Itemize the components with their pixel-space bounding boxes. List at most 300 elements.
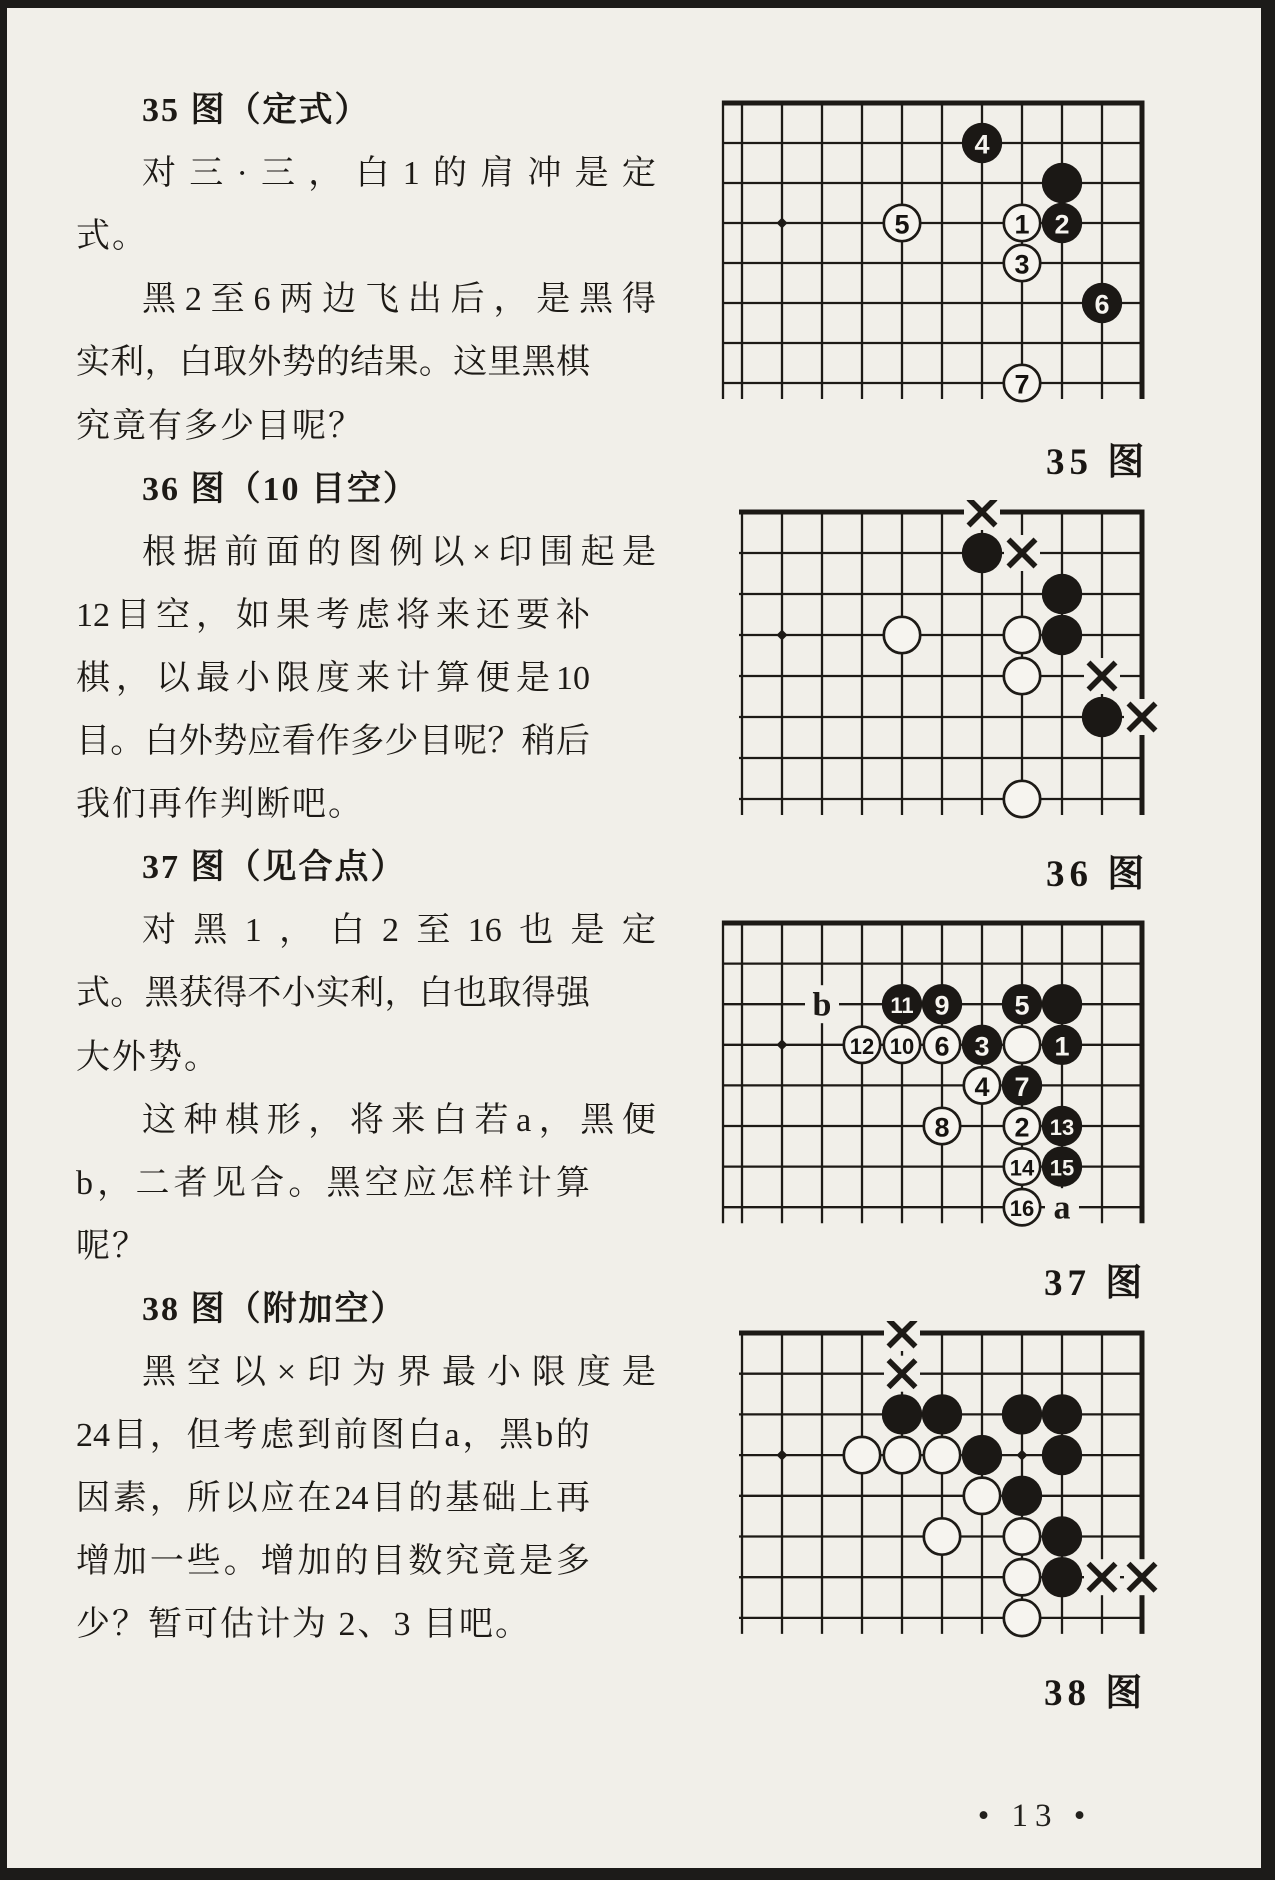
text-token: 取 (487, 975, 522, 1013)
text-token: ， (279, 912, 314, 950)
text-token: 里 (487, 344, 522, 382)
text-token: 围 (539, 533, 574, 571)
text-token: ， (97, 1164, 132, 1202)
stone-number: 13 (1049, 1114, 1075, 1140)
text-token: 增 (260, 1543, 295, 1581)
text-token: 数 (408, 1543, 443, 1581)
text-token: 黑 (326, 1164, 361, 1202)
white-stone (1004, 1600, 1040, 1636)
text-token: b (536, 1417, 554, 1455)
point-label (805, 985, 839, 1023)
text-token: ， (493, 281, 528, 319)
black-stone-7 (1002, 1065, 1042, 1105)
text-token: 以 (231, 1354, 266, 1391)
text-token: ， (144, 344, 179, 382)
white-stone (1004, 658, 1040, 694)
text-token: 黑 (142, 1354, 176, 1391)
stone-number: 1 (1014, 209, 1030, 240)
text-line (76, 590, 590, 646)
text-token: 外 (178, 723, 213, 760)
text-token: 白 (178, 344, 213, 382)
text-token: 计 (517, 1164, 552, 1202)
text-token: 小 (236, 659, 270, 697)
text-token: 为 (352, 1354, 387, 1391)
black-stone-13 (1042, 1106, 1082, 1146)
text-token: 到 (297, 1417, 332, 1455)
text-token: 。 (418, 344, 453, 382)
black-stone-3 (962, 1025, 1002, 1065)
text-token: 24 (76, 1417, 110, 1455)
text-token: 白 (330, 912, 365, 950)
text-line: 呢？ (76, 1227, 148, 1265)
text-token: 一 (149, 1543, 184, 1581)
x-mark (1124, 699, 1160, 735)
text-token: 界 (397, 1354, 431, 1391)
text-token: 12 (76, 596, 110, 634)
text-token: 应 (402, 1164, 437, 1202)
text-token: 来 (391, 1101, 426, 1139)
text-line (76, 968, 590, 1024)
stone-number: 3 (1014, 249, 1030, 280)
text-token: × (276, 1354, 297, 1391)
go-board-diagram-36 (705, 500, 1180, 829)
text-token: 因 (76, 1480, 110, 1518)
text-token: 至 (416, 912, 451, 950)
text-token: 形 (266, 1101, 301, 1139)
black-stone (922, 1394, 962, 1434)
star-point (1016, 1450, 1027, 1461)
white-stone (1004, 1027, 1040, 1063)
text-token: 黑 (580, 1101, 615, 1139)
text-line (76, 1473, 590, 1529)
text-token: 但 (186, 1417, 221, 1455)
text-line (76, 653, 590, 709)
stone-number: 5 (1014, 990, 1030, 1021)
text-token: ， (384, 975, 419, 1013)
text-token: 后 (555, 723, 590, 760)
text-token: 应 (247, 723, 282, 760)
black-stone-2 (1042, 203, 1082, 243)
text-line (76, 1158, 590, 1214)
text-token: 看 (281, 723, 316, 760)
x-mark (1124, 1559, 1160, 1595)
white-stone (1004, 1518, 1040, 1554)
black-stone (882, 1394, 922, 1434)
text-token: 加 (297, 1543, 332, 1581)
stone-number: 10 (889, 1033, 915, 1059)
black-stone (1042, 1557, 1082, 1597)
text-token: 便 (621, 1101, 656, 1139)
text-token: 1 (402, 155, 420, 193)
white-stone-14 (1004, 1148, 1040, 1184)
text-token: 将 (349, 1101, 384, 1139)
stone-number: 12 (849, 1033, 875, 1059)
star-point (777, 218, 788, 229)
text-token: 的 (432, 155, 467, 193)
text-token: 再 (555, 1480, 590, 1518)
text-token: ， (149, 1480, 184, 1518)
black-stone (1082, 697, 1122, 737)
text-line: 式。 (76, 218, 148, 256)
text-line (76, 716, 590, 772)
text-token: 黑 (142, 281, 176, 319)
text-token: 多 (350, 723, 385, 760)
black-stone (1042, 984, 1082, 1024)
black-stone-11 (882, 984, 922, 1024)
text-token: 基 (445, 1480, 480, 1518)
black-stone (1042, 574, 1082, 614)
black-stone (1002, 1476, 1042, 1516)
text-token: 目 (76, 723, 110, 760)
text-token: 实 (315, 975, 350, 1013)
text-token: 黑 (193, 912, 228, 950)
text-token: 究 (445, 1543, 480, 1581)
text-token: 将 (396, 596, 430, 634)
text-token: 三 (261, 155, 296, 193)
text-token: 怎 (441, 1164, 476, 1202)
text-token: 础 (482, 1480, 517, 1518)
black-stone (1042, 615, 1082, 655)
text-token: 最 (441, 1354, 476, 1391)
text-token: 是 (570, 912, 605, 950)
text-token: 便 (476, 659, 510, 697)
text-token: 得 (213, 975, 248, 1013)
black-stone-1 (1042, 1025, 1082, 1065)
text-token: 的 (408, 1480, 443, 1518)
text-token: ， (308, 1101, 343, 1139)
white-stone (884, 1437, 920, 1473)
text-token: 如 (236, 596, 270, 634)
text-token: 6 (253, 281, 271, 319)
text-token: 目 (116, 596, 150, 634)
text-token: 取 (213, 344, 248, 382)
white-stone (844, 1437, 880, 1473)
text-token: · (236, 155, 248, 193)
text-token: 2 (184, 281, 202, 319)
text-token: ， (462, 1417, 497, 1455)
text-token: 肩 (480, 155, 515, 193)
diagram-caption: 35 图 (1046, 442, 1150, 483)
star-point (777, 630, 788, 641)
text-token: 小 (281, 975, 316, 1013)
text-token: 据 (183, 533, 218, 571)
text-token: 算 (436, 659, 470, 697)
star-point (777, 1039, 788, 1050)
text-token: ， (196, 596, 230, 634)
text-token: 得 (521, 975, 556, 1013)
white-stone-8 (924, 1108, 960, 1144)
text-token: 果 (276, 596, 310, 634)
text-token: 2 (381, 912, 399, 950)
white-stone-12 (844, 1027, 880, 1063)
text-token: 利 (350, 975, 385, 1013)
text-token: 。 (223, 1543, 258, 1581)
text-token: 以 (430, 533, 465, 571)
stone-number: 7 (1014, 1071, 1030, 1102)
text-token: 是 (621, 1354, 656, 1391)
text-token: 计 (396, 659, 430, 697)
text-token: 白 (418, 975, 453, 1013)
text-line: 究竟有多少目呢？ (76, 407, 364, 445)
stone-number: 4 (974, 129, 990, 160)
text-token: 若 (474, 1101, 509, 1139)
stone-number: 11 (890, 993, 914, 1019)
stone-number: 9 (934, 990, 950, 1021)
text-line (76, 1095, 656, 1151)
text-token: 强 (555, 975, 590, 1013)
text-token: 起 (580, 533, 615, 571)
text-token: 目 (112, 1417, 147, 1455)
text-token: 例 (389, 533, 424, 571)
text-token: 考 (223, 1417, 258, 1455)
text-line: 大外势。 (76, 1038, 220, 1076)
diagram-caption: 37 图 (1044, 1263, 1148, 1304)
white-stone-5 (884, 205, 920, 241)
text-token: 加 (112, 1543, 147, 1581)
white-stone-4 (964, 1067, 1000, 1103)
text-token: 空 (364, 1164, 399, 1202)
text-token: 上 (519, 1480, 554, 1518)
x-mark (964, 500, 1000, 530)
black-stone (962, 533, 1002, 573)
text-token: 目 (371, 1543, 406, 1581)
go-board-diagram-38 (705, 1321, 1180, 1648)
text-token: 是 (519, 1543, 554, 1581)
text-token: 前 (333, 1417, 368, 1455)
text-line (76, 148, 656, 204)
text-token: 也 (453, 975, 488, 1013)
stone-number: 2 (1054, 209, 1070, 240)
text-token: 获 (178, 975, 213, 1013)
text-token: 势 (281, 344, 316, 382)
text-token: 度 (316, 659, 350, 697)
text-token: 应 (260, 1480, 295, 1518)
text-token: 者 (173, 1164, 208, 1202)
point-label (1045, 1188, 1079, 1226)
diagram-caption: 36 图 (1046, 854, 1150, 895)
stone-number: 4 (974, 1071, 990, 1102)
text-token: 目 (371, 1480, 406, 1518)
text-token: 还 (476, 596, 510, 634)
stone-number: 7 (1014, 369, 1030, 400)
stone-number: 1 (1054, 1031, 1070, 1062)
text-token: 对 (142, 155, 176, 193)
text-token: 外 (247, 344, 282, 382)
section-heading: 38 图（附加空） (142, 1290, 407, 1328)
go-board-diagram-37 (705, 911, 1180, 1237)
text-token: ？ (487, 723, 522, 760)
white-stone (924, 1518, 960, 1554)
text-token: 是 (536, 281, 571, 319)
text-token: 竟 (482, 1543, 517, 1581)
text-token: 至 (210, 281, 245, 319)
text-token: 是 (574, 155, 609, 193)
text-token: 图 (348, 533, 383, 571)
text-token: 以 (223, 1480, 258, 1518)
text-token: 少 (384, 723, 419, 760)
text-token: 虑 (356, 596, 390, 634)
text-token: 所 (186, 1480, 221, 1518)
label-text: b (812, 986, 832, 1024)
stone-number: 6 (1094, 289, 1110, 320)
x-mark (884, 1356, 920, 1392)
section-heading: 37 图（见合点） (142, 849, 407, 887)
text-token: 稍 (521, 723, 556, 760)
text-token: 白 (144, 723, 179, 760)
text-token: 棋 (555, 344, 590, 382)
text-token: 得 (621, 281, 656, 319)
text-line: 我们再作判断吧。 (76, 786, 364, 824)
text-token: 以 (156, 659, 190, 697)
text-line (76, 1410, 590, 1466)
text-token: 来 (356, 659, 390, 697)
text-token: 白 (407, 1417, 442, 1455)
text-token: 10 (556, 659, 590, 697)
text-token: 棋 (76, 659, 110, 697)
text-token: 些 (186, 1543, 221, 1581)
black-stone (1042, 1394, 1082, 1434)
text-token: 白 (432, 1101, 467, 1139)
text-token: 印 (307, 1354, 342, 1391)
text-token: 的 (306, 533, 341, 571)
text-token: 黑 (499, 1417, 534, 1455)
text-token: 黑 (144, 975, 179, 1013)
text-token: 限 (531, 1354, 566, 1391)
text-token: 这 (142, 1101, 176, 1139)
text-token: 的 (334, 1543, 369, 1581)
text-token: 冲 (527, 155, 562, 193)
text-line (76, 1536, 590, 1592)
text-token: 补 (556, 596, 590, 634)
x-mark (1084, 658, 1120, 694)
white-stone (924, 1437, 960, 1473)
white-stone-7 (1004, 365, 1040, 401)
text-token: 式 (76, 975, 110, 1013)
text-token: 二 (135, 1164, 170, 1202)
black-stone-9 (922, 984, 962, 1024)
text-token: 考 (316, 596, 350, 634)
x-mark (1084, 1559, 1120, 1595)
black-stone (1042, 163, 1082, 203)
black-stone (1002, 1394, 1042, 1434)
text-line: 少？暂可估计为 2、3 目吧。 (76, 1606, 531, 1644)
text-token: 目 (418, 723, 453, 760)
text-token: 图 (370, 1417, 405, 1455)
go-board-diagram-35 (705, 91, 1180, 413)
section-heading: 36 图（10 目空） (142, 470, 419, 508)
stone-number: 8 (934, 1112, 950, 1143)
page-number: • 13 • (977, 1798, 1093, 1834)
text-token: 边 (322, 281, 357, 319)
text-token: 势 (213, 723, 248, 760)
text-token: 前 (224, 533, 259, 571)
text-token: 利 (110, 344, 145, 382)
text-token: 样 (479, 1164, 514, 1202)
board-grid (723, 920, 1144, 1223)
stone-number: 5 (894, 209, 910, 240)
text-token: 两 (279, 281, 314, 319)
white-stone-6 (924, 1027, 960, 1063)
white-stone (1004, 781, 1040, 817)
text-token: 要 (516, 596, 550, 634)
text-token: ， (116, 659, 150, 697)
board-grid (739, 510, 1145, 816)
black-stone (962, 1435, 1002, 1475)
text-token: 种 (183, 1101, 218, 1139)
text-token: ， (538, 1101, 573, 1139)
text-token: 的 (555, 1417, 590, 1455)
text-token: 定 (621, 155, 656, 193)
text-token: 飞 (364, 281, 399, 319)
text-token: 虑 (260, 1417, 295, 1455)
text-token: 定 (621, 912, 656, 950)
text-token: 的 (315, 344, 350, 382)
black-stone-15 (1042, 1146, 1082, 1186)
text-token: 出 (407, 281, 442, 319)
text-token: 。 (110, 723, 145, 760)
text-token: 来 (436, 596, 470, 634)
text-token: 作 (315, 723, 350, 760)
text-token: 面 (265, 533, 300, 571)
black-stone (1042, 1435, 1082, 1475)
section-heading: 35 图（定式） (142, 92, 371, 129)
black-stone-6 (1082, 283, 1122, 323)
text-token: 结 (350, 344, 385, 382)
white-stone-16 (1004, 1189, 1040, 1225)
text-token: 是 (516, 659, 550, 697)
text-token: 空 (186, 1354, 221, 1391)
text-token: ， (149, 1417, 184, 1455)
stone-number: 14 (1009, 1155, 1035, 1181)
board-grid (723, 101, 1145, 400)
text-line (76, 1347, 656, 1403)
black-stone (1042, 1516, 1082, 1556)
board-grid (739, 1330, 1144, 1633)
text-token: ， (308, 155, 343, 193)
text-line (76, 905, 656, 961)
text-token: 合 (250, 1164, 285, 1202)
stone-number: 15 (1049, 1155, 1075, 1181)
x-mark (1004, 535, 1040, 571)
stone-number: 6 (934, 1031, 950, 1062)
text-token: a (444, 1417, 460, 1455)
text-token: 素 (112, 1480, 147, 1518)
white-stone-10 (884, 1027, 920, 1063)
text-token: 也 (519, 912, 554, 950)
text-token: 。 (110, 975, 145, 1013)
text-token: b (76, 1164, 93, 1202)
text-token: 白 (355, 155, 390, 193)
text-token: 最 (196, 659, 230, 697)
text-token: 棋 (225, 1101, 260, 1139)
text-token: 不 (247, 975, 282, 1013)
star-point (777, 1450, 788, 1461)
text-token: 黑 (579, 281, 614, 319)
white-stone-2 (1004, 1108, 1040, 1144)
text-token: × (471, 533, 492, 571)
stone-number: 2 (1014, 1112, 1030, 1143)
white-stone (1004, 617, 1040, 653)
text-token: 增 (76, 1543, 110, 1581)
text-token: 印 (498, 533, 533, 571)
text-token: a (516, 1101, 532, 1139)
text-token: 黑 (521, 344, 556, 382)
x-mark (884, 1321, 920, 1351)
text-token: 这 (453, 344, 488, 382)
text-token: 度 (576, 1354, 611, 1391)
text-token: 三 (189, 155, 224, 193)
black-stone-4 (962, 123, 1002, 163)
